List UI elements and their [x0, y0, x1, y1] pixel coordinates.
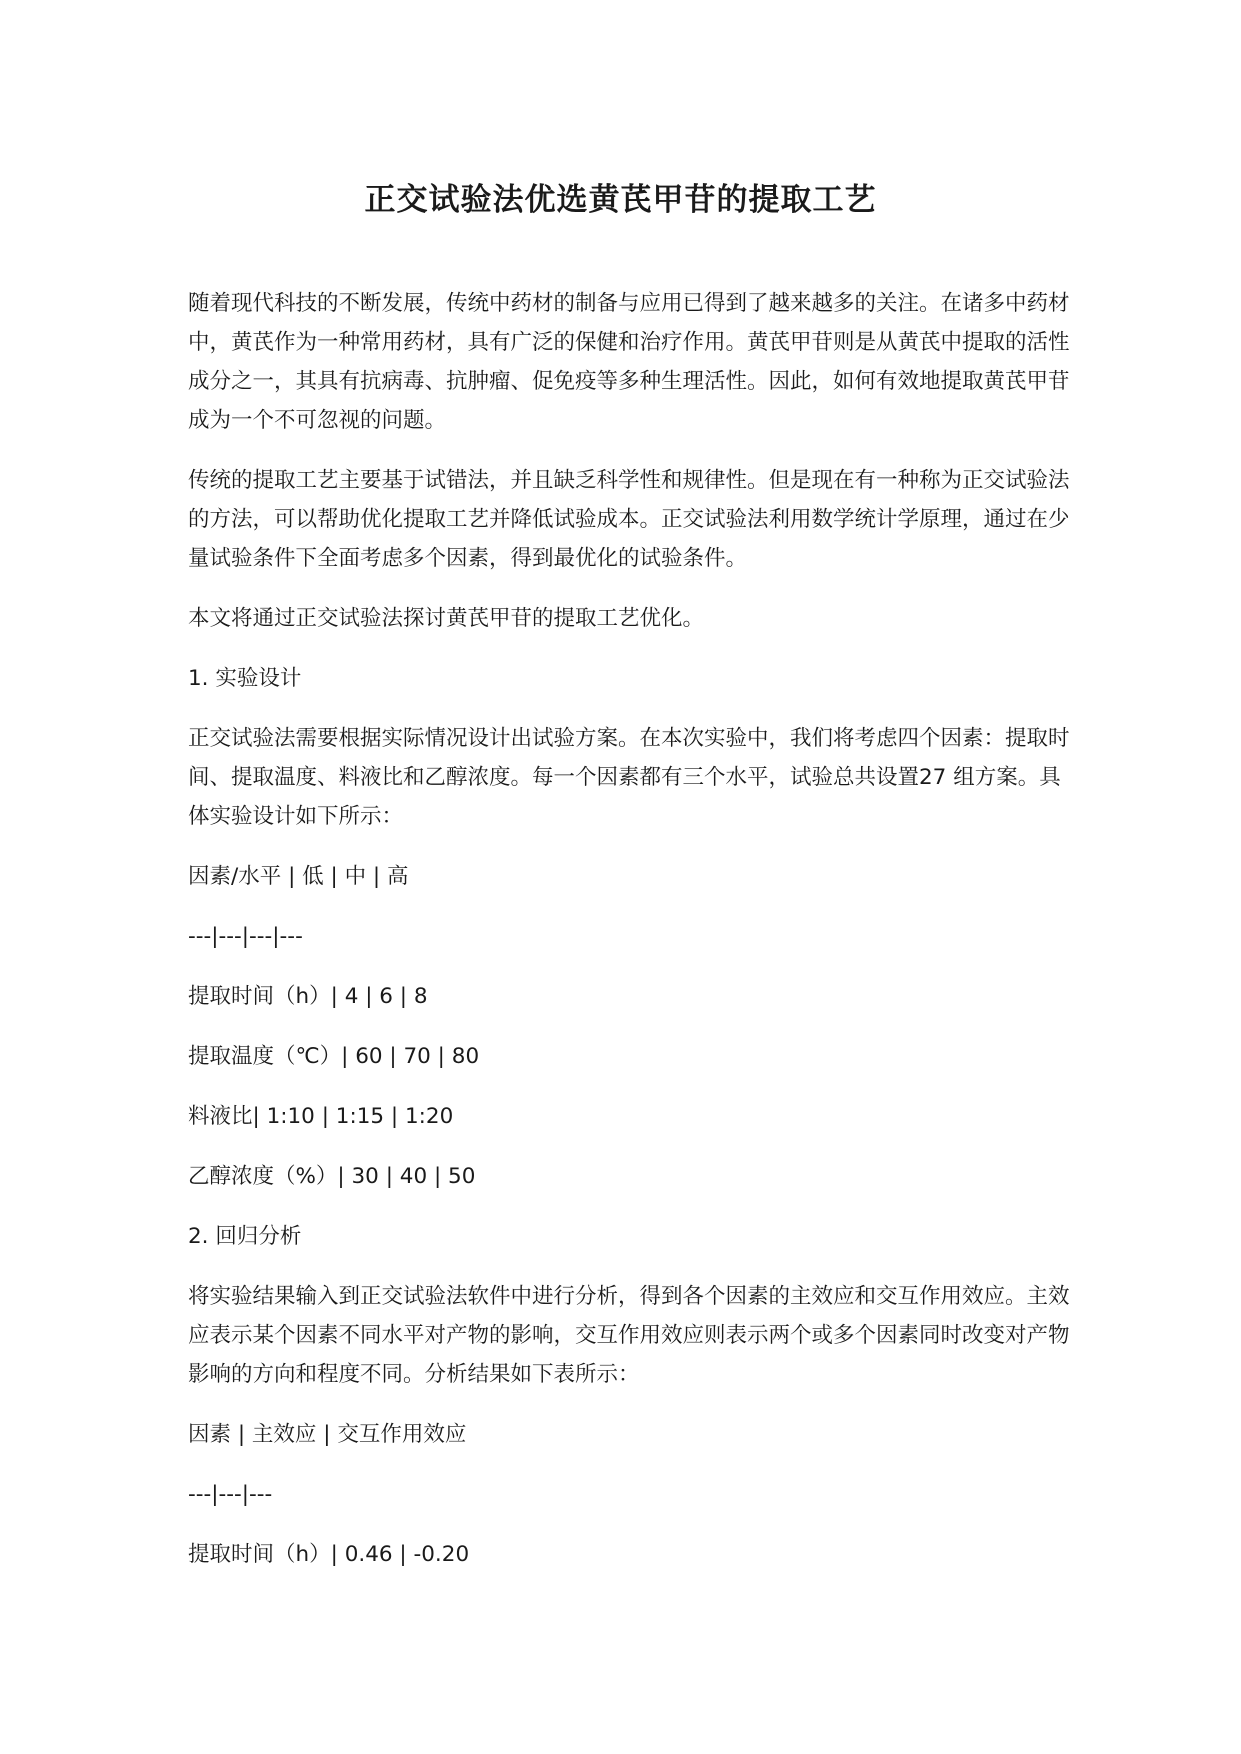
- section-heading-regression: 2. 回归分析: [188, 1224, 302, 1249]
- table2-row-time: 提取时间（h）| 0.46 | -0.20: [188, 1542, 470, 1567]
- paragraph-regression: 将实验结果输入到正交试验法软件中进行分析，得到各个因素的主效应和交互作用效应。主效应表示某个因素不同水平对产物的影响，交互作用效应则表示两个或多个因素同时改变对产物影响的方向和程度不同。分析结果如下表所示：: [188, 1284, 1070, 1387]
- table2-header-line: 因素 | 主效应 | 交互作用效应: [188, 1422, 467, 1447]
- table1-row-time: 提取时间（h）| 4 | 6 | 8: [188, 984, 428, 1009]
- section-heading-experiment-design: 1. 实验设计: [188, 666, 302, 691]
- table2-separator-line: ---|---|---: [188, 1482, 273, 1507]
- table1-row-temperature: 提取温度（℃）| 60 | 70 | 80: [188, 1044, 480, 1069]
- table1-row-ratio: 料液比| 1:10 | 1:15 | 1:20: [188, 1104, 454, 1129]
- paragraph-purpose: 本文将通过正交试验法探讨黄芪甲苷的提取工艺优化。: [188, 606, 705, 631]
- paragraph-intro: 随着现代科技的不断发展，传统中药材的制备与应用已得到了越来越多的关注。在诸多中药材中，黄芪作为一种常用药材，具有广泛的保健和治疗作用。黄芪甲苷则是从黄芪中提取的活性成分之一，其具有抗病毒、抗肿瘤、促免疫等多种生理活性。因此，如何有效地提取黄芪甲苷成为一个不可忽视的问题。: [188, 291, 1070, 433]
- paragraph-experiment-design: 正交试验法需要根据实际情况设计出试验方案。在本次实验中，我们将考虑四个因素：提取时间、提取温度、料液比和乙醇浓度。每一个因素都有三个水平，试验总共设置27 组方案。具体实验设计如下所示：: [188, 726, 1070, 829]
- table1-header-line: 因素/水平 | 低 | 中 | 高: [188, 864, 409, 889]
- table1-row-ethanol: 乙醇浓度（%）| 30 | 40 | 50: [188, 1164, 476, 1189]
- table1-separator-line: ---|---|---|---: [188, 924, 303, 949]
- document-title: 正交试验法优选黄芪甲苷的提取工艺: [364, 182, 877, 218]
- document-body: [188, 284, 1078, 1595]
- paragraph-background: 传统的提取工艺主要基于试错法，并且缺乏科学性和规律性。但是现在有一种称为正交试验法的方法，可以帮助优化提取工艺并降低试验成本。正交试验法利用数学统计学原理，通过在少量试验条件下全面考虑多个因素，得到最优化的试验条件。: [188, 468, 1070, 571]
